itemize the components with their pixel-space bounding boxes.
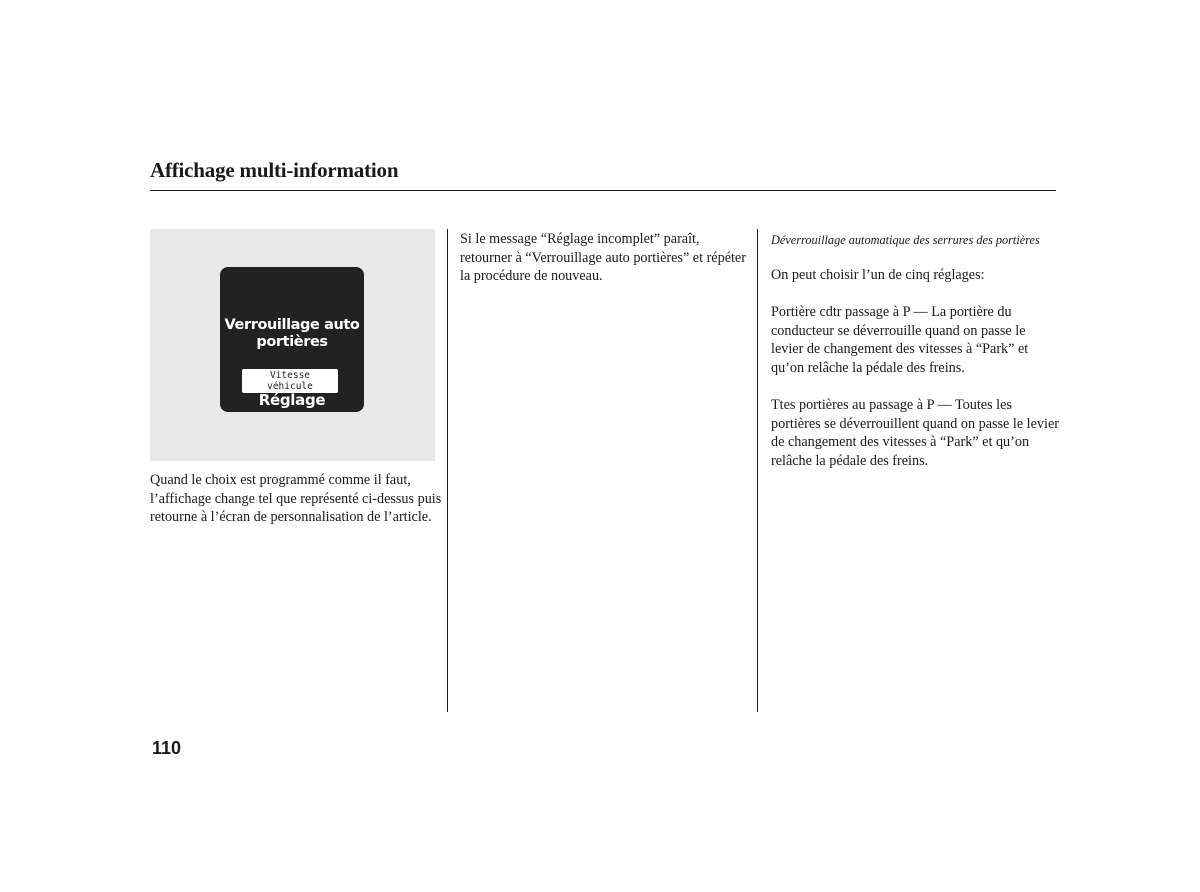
page-number: 110 [152,738,182,758]
column3-paragraph: On peut choisir l’un de cinq réglages: [771,267,985,283]
screen-title: Verrouillage auto portières [224,317,360,350]
section-heading: Déverrouillage automatique des serrures des portières [771,233,1040,247]
column3-paragraph: Portière cdtr passage à P — La portière du conducteur se déverrouille quand on passe le levier de changement des vitesses à “Park” et qu’on relâche la pédale des freins. [771,304,1029,376]
page-title: Affichage multi-information [150,158,399,182]
screen-setting-label: Réglage [258,391,326,409]
screen-highlight-option: Vitesse véhicule [242,369,338,393]
column2-paragraph: Si le message “Réglage incomplet” paraît, retourner à “Verrouillage auto portières” et répéter la procédure de nouveau. [460,231,746,285]
title-divider [150,190,1056,191]
column-divider-left [447,229,448,712]
display-illustration [150,229,435,461]
column3-body [771,266,1061,471]
column-divider-right [757,229,758,712]
multi-info-display-screen [220,267,364,412]
column3-paragraph: Ttes portières au passage à P — Toutes les portières se déverrouillent quand on passe le levier de changement des vitesses à “Park” et qu’on relâche la pédale des freins. [771,397,1059,469]
column1-paragraph: Quand le choix est programmé comme il faut, l’affichage change tel que représenté ci-dessus puis retourne à l’écran de personnalisation de l’article. [150,472,442,526]
